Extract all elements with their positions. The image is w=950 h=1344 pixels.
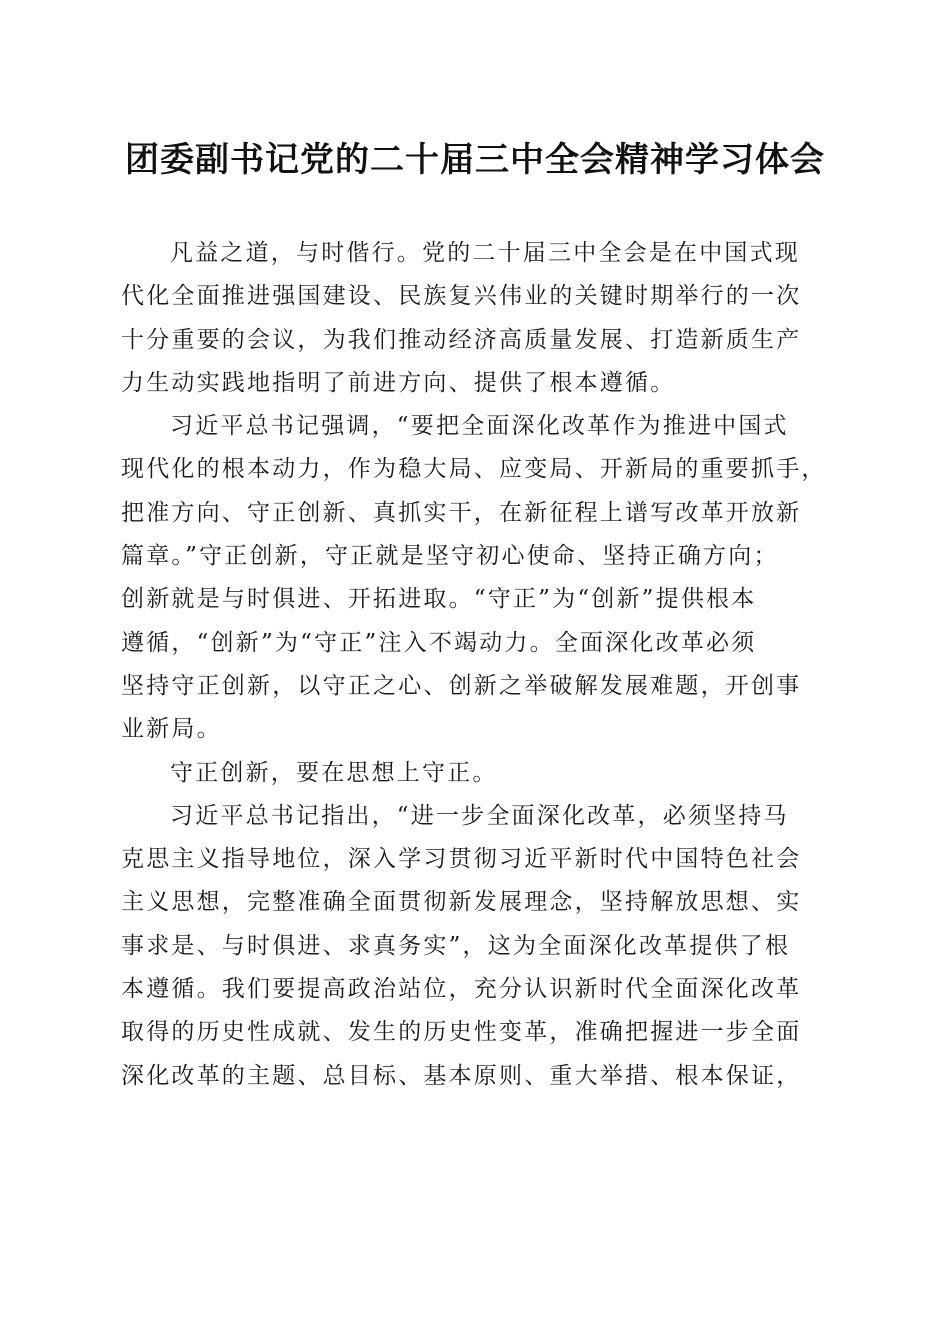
paragraph-3 (121, 752, 826, 795)
paragraph-line: 习近平总书记指出，“进一步全面深化改革，必须坚持马 (170, 802, 789, 829)
paragraph-line: 现代化的根本动力，作为稳大局、应变局、开新局的重要抓手， (121, 456, 827, 483)
paragraph-line: 克思主义指导地位，深入学习贯彻习近平新时代中国特色社会 (121, 846, 802, 873)
paragraph-line: 力生动实践地指明了前进方向、提供了根本遵循。 (121, 369, 676, 396)
paragraph-line: 代化全面推进强国建设、民族复兴伟业的关键时期举行的一次 (121, 283, 802, 310)
paragraph-line: 取得的历史性成就、发生的历史性变革，准确把握进一步全面 (121, 1019, 802, 1046)
paragraph-line: 守正创新，要在思想上守正。 (170, 759, 498, 786)
paragraph-line: 创新就是与时俱进、开拓进取。“守正”为“创新”提供根本 (121, 586, 757, 613)
paragraph-1 (121, 232, 826, 405)
paragraph-4 (121, 795, 826, 1098)
paragraph-line: 业新局。 (121, 716, 222, 743)
paragraph-line: 坚持守正创新，以守正之心、创新之举破解发展难题，开创事 (121, 672, 802, 699)
paragraph-line: 事求是、与时俱进、求真务实”，这为全面深化改革提供了根 (121, 932, 791, 959)
paragraph-line: 篇章。”守正创新，守正就是坚守初心使命、坚持正确方向； (121, 543, 779, 570)
paragraph-line: 本遵循。我们要提高政治站位，充分认识新时代全面深化改革 (121, 976, 802, 1003)
paragraph-2 (121, 405, 826, 751)
paragraph-line: 把准方向、守正创新、真抓实干，在新征程上谱写改革开放新 (121, 499, 802, 526)
document-body (121, 232, 826, 1098)
paragraph-line: 深化改革的主题、总目标、基本原则、重大举措、根本保证， (121, 1062, 802, 1089)
document-title: 团委副书记党的二十届三中全会精神学习体会 (125, 140, 825, 180)
paragraph-line: 十分重要的会议，为我们推动经济高质量发展、打造新质生产 (121, 326, 802, 353)
paragraph-line: 遵循，“创新”为“守正”注入不竭动力。全面深化改革必须 (121, 629, 757, 656)
paragraph-line: 习近平总书记强调，“要把全面深化改革作为推进中国式 (170, 413, 789, 440)
paragraph-line: 主义思想，完整准确全面贯彻新发展理念，坚持解放思想、实 (121, 889, 802, 916)
paragraph-line: 凡益之道，与时偕行。党的二十届三中全会是在中国式现 (170, 240, 800, 266)
